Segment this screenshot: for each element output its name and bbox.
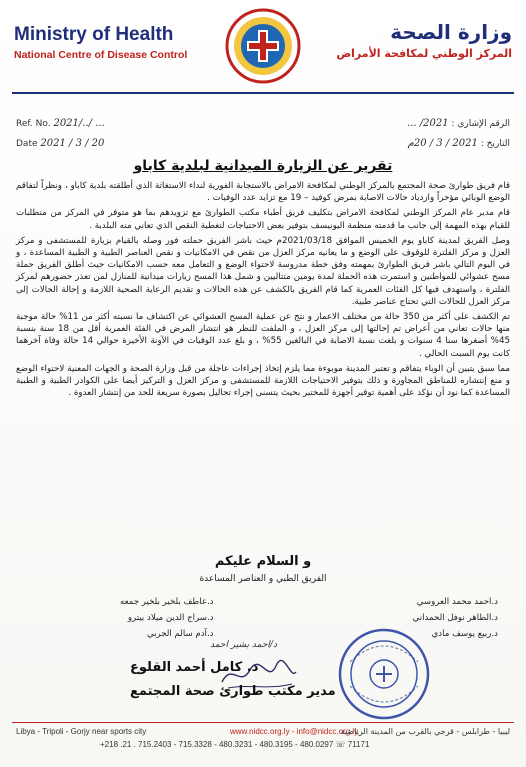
signatory-title: مدير مكتب طوارئ صحة المجتمع [130, 684, 336, 699]
ref-label-ar: الرقم الإشاري [457, 119, 510, 129]
letterhead-english [14, 24, 214, 61]
ministry-title-en: Ministry of Health [14, 24, 174, 45]
team-label: الفريق الطبي و العناصر المساعدة [199, 574, 327, 584]
paragraph: قام مدير عام المركز الوطني لمكافحة الامراض بتكليف فريق أطباء مكتب الطوارئ مع تزويدهم بما هو متوفر في المركز من متطلبات للقيام بهذه المهمة إلى جانب ما قدمته منظمة اليونيسف بتوفير بعض الاحتياجات لتغطية النقص الذي تعاني منه البلدية . [16, 208, 510, 231]
team-names-left [120, 594, 214, 642]
team-member: د.ربيع يوسف مادي [431, 629, 498, 639]
team-member: د.عاطف بلخير بلخير جمعه [120, 597, 214, 607]
report-body [16, 180, 510, 402]
date-en [16, 138, 104, 149]
team-member: د.آدم سالم الجربي [146, 629, 214, 639]
ref-number-ar: الرقم الإشاري : 2021/ ... [407, 118, 510, 129]
ref-value-en: 2021/../ ... [53, 118, 105, 129]
official-stamp-icon [336, 626, 432, 722]
letterhead-arabic [312, 20, 512, 60]
team-member: د.سراج الدين ميلاد بيترو [127, 613, 214, 623]
date-value-ar: 2021 / 3 / 20م [407, 138, 478, 149]
ref-value-ar: 2021/ ... [407, 118, 449, 129]
ref-label-en: Ref. No. [16, 119, 51, 129]
ncdc-logo-icon [225, 8, 301, 84]
paragraph: وصل الفريق لمدينة كاباو يوم الخميس الموافق 2021/03/18م حيث باشر الفريق حملته فور وصله بالقيام بزيارة للمستشفى و مركز العزل و مركز الفلترة للوقوف على الوضع و ما يعانيه مركز العزل من نقص في الامكانيات و نقص العناصر الطبية و الطبية المساعدة ، و في اليوم التالي باشر فريق الطوارئ بمهمته وفق خطة مدروسة لاحتواء الوضع و التعامل معه حسب الامكانيات حيث أطلق الفريق حملة مسح عشوائي للمواطنين و استمرت هذه الحملة لمدة يومين متتاليين و شمل هذا المسح زيارات ميدانية للمنازل لمن تعذر حضورهم لمركز الفلترة ، واستهدف فيها كل الفئات العمرية كما قام الفريق بالكشف عن هذه الحالات و تقديم الرعاية الصحية اللازمة و إحالة الحالات إلى مركز العزل للحالات التي تحتاج عناصر طبية. [16, 235, 511, 307]
centre-subtitle-en: National Centre of Disease Control [14, 49, 188, 61]
paragraph: تم الكشف على أكثر من 350 حالة من مختلف الاعمار و نتج عن عملية المسح العشوائي عن اكتشاف ما نسبته أكثر من 11% حالة موجبة منها حالات تعاني من أعراض تم إحالتها إلى مركز العزل ، و الملفت للنظر هو انتشار المرض في الفئة العمرية أقل من 18 سنة بنسبة 45% أصغرها سنا 4 سنوات و بلغت نسبة الاصابة في البالغين 55% ، و بلغ عدد الوفيات في الآونة الأخيرة حوالي 14 حالة وفاة آخرهما كانت يوم السبت الحالي . [16, 312, 511, 359]
ministry-title-ar: وزارة الصحة [390, 20, 512, 44]
footer-phones: +218 .21 . 715.2403 - 715.3328 - 480.3231 - 480.3195 - 480.0297 ☏ 71171 [100, 740, 370, 749]
centre-subtitle-ar: المركز الوطني لمكافحة الأمراض [336, 47, 512, 60]
date-ar: التاريخ : 2021 / 3 / 20م [407, 138, 510, 149]
header-divider [12, 92, 514, 94]
footer-web: www.nidcc.org.ly - info@nidcc.org.ly [230, 727, 359, 736]
footer-divider [12, 722, 514, 723]
signatory-name: د. كامل أحمد القلوع [130, 660, 259, 675]
closing-greeting: و السلام عليكم [214, 554, 312, 569]
date-label-en: Date [16, 139, 38, 149]
ref-number-en [16, 118, 105, 129]
paragraph: قام فريق طوارئ صحة المجتمع بالمركز الوطني لمكافحة الامراض بالاستجابة الفورية لنداء الاستغاثة الذي أطلقته بلدية كاباو ، ونظراً لتفاقم الوضع الوبائي مؤخراً وازدياد حالات الاصابة بمرض كوفيد – 19 مع تزايد عدد الوفيات . [16, 181, 510, 204]
date-label-ar: التاريخ [486, 139, 510, 149]
handwritten-name: د/احمد بشير احمد [210, 640, 277, 650]
team-member: د.الطاهر نوفل الحمداني [412, 613, 498, 623]
team-member: د.احمد محمد العروسي [416, 597, 498, 607]
date-value-en: 2021 / 3 / 20 [40, 138, 105, 149]
report-title: تقرير عن الزيارة الميدانية لبلدية كاباو [133, 158, 393, 174]
footer-address-ar: ليبيا - طرابلس - قرجي بالقرب من المدينة الرياضية [340, 727, 510, 736]
paragraph: مما سبق يتبين أن الوباء يتفاقم و تعتبر المدينة موبوءة مما يلزم إتخاذ إجراءات عاجلة من قبل وزارة الصحة و الجهات المعنية لاحتواء الوضع و منع إنتشاره للمناطق المجاورة و ذلك بتوفير الاحتياجات اللازمة للمستشفى و مركز العزل و التركيز أيضا على الكوادر الطبية و الطبية المساعدة كما نود أن نؤكد على أهمية توفير أجهزة للمختبر بحيث يتسنى إجراء تحاليل بصورة سريعة للحد من إنتشار العدوة . [16, 363, 510, 399]
footer-address-en: Libya - Tripoli - Gorjy near sports city [16, 727, 147, 736]
